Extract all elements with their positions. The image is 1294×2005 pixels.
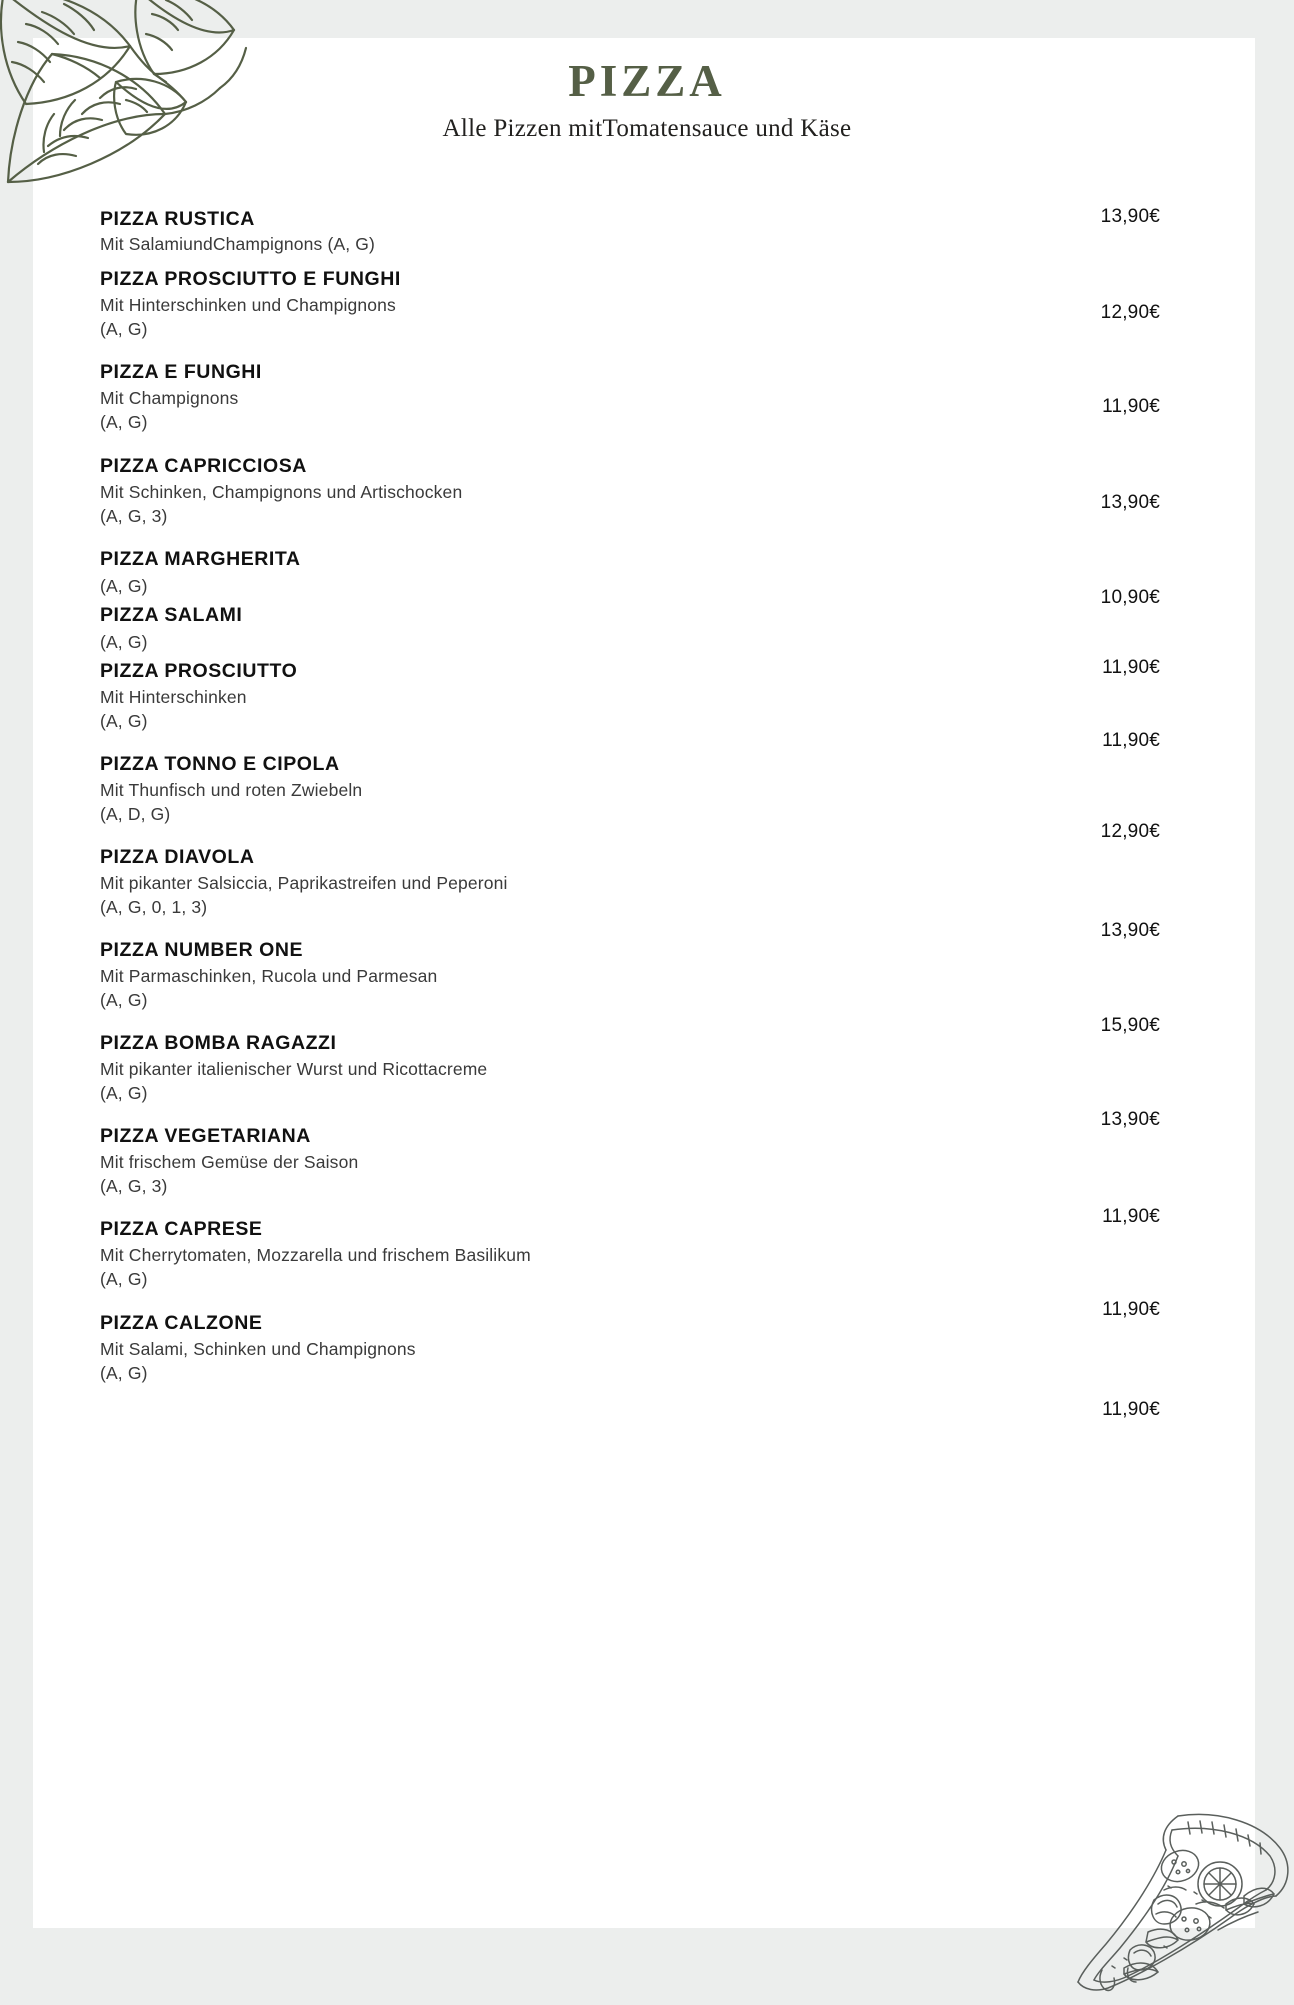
menu-item-description: Mit Champignons [100, 388, 239, 408]
menu-item-name: PIZZA CAPRESE [100, 1218, 263, 1240]
menu-item-description: Mit Parmaschinken, Rucola und Parmesan [100, 966, 438, 986]
menu-item-name: PIZZA PROSCIUTTO E FUNGHI [100, 268, 401, 290]
menu-item-price: 11,90€ [1102, 730, 1160, 751]
menu-item-price: 11,90€ [1102, 1399, 1160, 1420]
menu-item-allergens: (A, G) [100, 711, 148, 731]
menu-item [100, 200, 1160, 1429]
menu-item-allergens: (A, G) [100, 1363, 148, 1383]
menu-item-name: PIZZA TONNO E CIPOLA [100, 753, 340, 775]
menu-item-price: 12,90€ [1100, 821, 1160, 842]
menu-item-description: Mit Schinken, Champignons und Artischocken [100, 482, 463, 502]
menu-item-description: Mit SalamiundChampignons (A, G) [100, 234, 376, 254]
menu-item-description: Mit Thunfisch und roten Zwiebeln [100, 780, 363, 800]
menu-item-name: PIZZA SALAMI [100, 604, 243, 626]
menu-item-price: 10,90€ [1100, 587, 1160, 608]
menu-item-description: Mit frischem Gemüse der Saison [100, 1152, 359, 1172]
menu-item-description: Mit Cherrytomaten, Mozzarella und frischem Basilikum [100, 1245, 531, 1265]
menu-item-price: 13,90€ [1100, 920, 1160, 941]
menu-item-name: PIZZA VEGETARIANA [100, 1125, 311, 1147]
menu-item-allergens: (A, G, 3) [100, 1176, 168, 1196]
menu-item-name: PIZZA PROSCIUTTO [100, 660, 298, 682]
menu-item-price: 11,90€ [1102, 1206, 1160, 1227]
menu-item-name: PIZZA MARGHERITA [100, 548, 301, 570]
menu-item-allergens: (A, G) [100, 990, 148, 1010]
menu-item-allergens: (A, D, G) [100, 804, 171, 824]
pizza-menu-list [100, 200, 1160, 1429]
menu-item-name: PIZZA E FUNGHI [100, 361, 262, 383]
menu-item-description: Mit Hinterschinken und Champignons [100, 295, 396, 315]
menu-item-allergens: (A, G, 3) [100, 506, 168, 526]
menu-item-price: 11,90€ [1102, 396, 1160, 417]
menu-item-allergens: (A, G) [100, 1083, 148, 1103]
menu-item-price: 11,90€ [1102, 657, 1160, 678]
menu-item-price: 11,90€ [1102, 1299, 1160, 1320]
menu-item-price: 13,90€ [1100, 492, 1160, 513]
menu-item-allergens: (A, G) [100, 412, 148, 432]
menu-item-allergens: (A, G, 0, 1, 3) [100, 897, 208, 917]
menu-item-allergens: (A, G) [100, 632, 148, 652]
menu-item-price: 12,90€ [1100, 302, 1160, 323]
menu-item-name: PIZZA CALZONE [100, 1312, 263, 1334]
menu-header [0, 58, 1294, 143]
menu-item-description: Mit Salami, Schinken und Champignons [100, 1339, 416, 1359]
menu-item-allergens: (A, G) [100, 319, 148, 339]
menu-item-name: PIZZA DIAVOLA [100, 846, 255, 868]
page-title: PIZZA [568, 56, 726, 106]
menu-item-name: PIZZA RUSTICA [100, 208, 255, 230]
menu-item-name: PIZZA CAPRICCIOSA [100, 455, 307, 477]
menu-item-description: Mit pikanter italienischer Wurst und Ricottacreme [100, 1059, 488, 1079]
menu-item-price: 13,90€ [1100, 1109, 1160, 1130]
menu-item-description: Mit Hinterschinken [100, 687, 247, 707]
menu-item-price: 15,90€ [1100, 1015, 1160, 1036]
menu-item-description: Mit pikanter Salsiccia, Paprikastreifen und Peperoni [100, 873, 508, 893]
menu-item-price: 13,90€ [1100, 206, 1160, 227]
menu-item-name: PIZZA BOMBA RAGAZZI [100, 1032, 337, 1054]
menu-item-name: PIZZA NUMBER ONE [100, 939, 304, 961]
menu-item-allergens: (A, G) [100, 1269, 148, 1289]
page-subtitle: Alle Pizzen mitTomatensauce und Käse [442, 115, 852, 143]
menu-item-allergens: (A, G) [100, 576, 148, 596]
